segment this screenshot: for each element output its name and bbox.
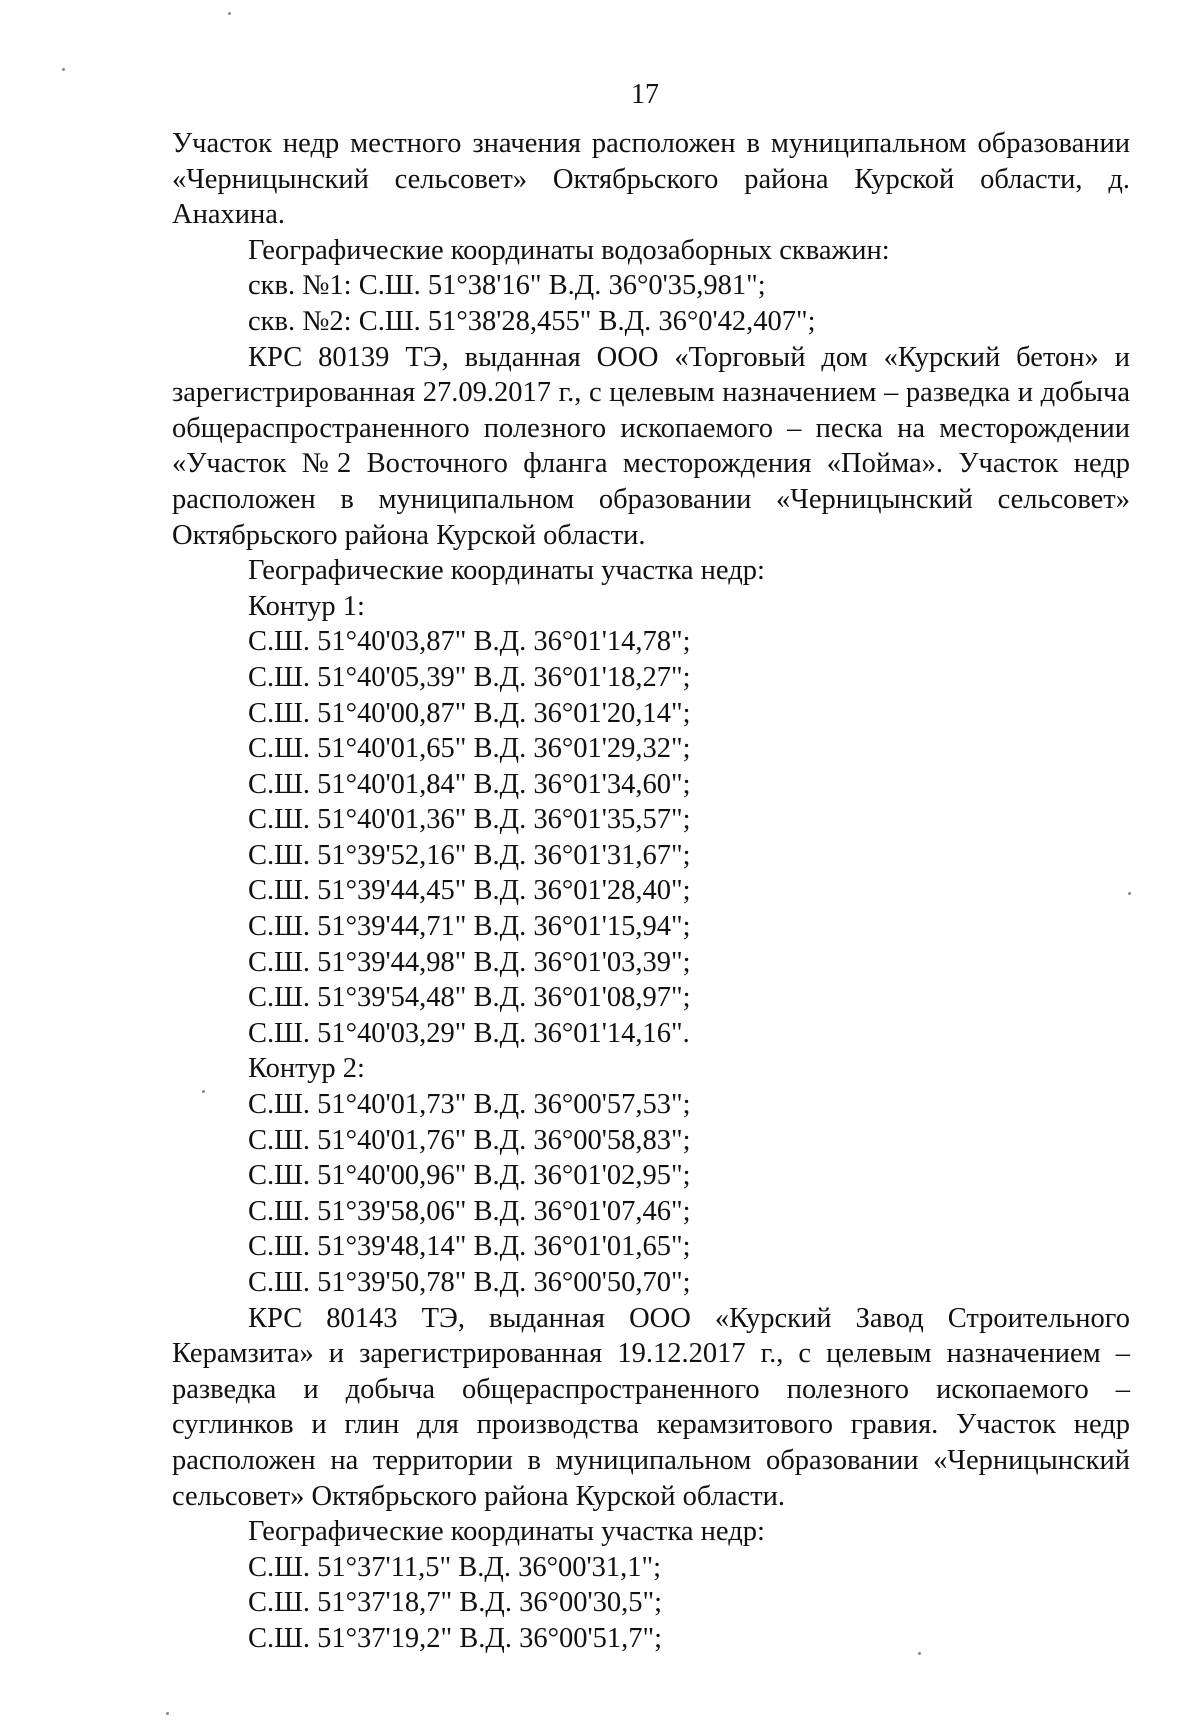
scan-speck — [202, 1090, 205, 1093]
coordinate-line: С.Ш. 51°39'44,71" В.Д. 36°01'15,94"; — [248, 911, 691, 943]
coordinate-line: С.Ш. 51°39'48,14" В.Д. 36°01'01,65"; — [248, 1231, 691, 1263]
scan-speck — [62, 68, 65, 71]
contour-2-label: Контур 2: — [248, 1053, 365, 1085]
coordinate-line: С.Ш. 51°39'58,06" В.Д. 36°01'07,46"; — [248, 1195, 691, 1227]
scan-speck — [166, 1712, 169, 1715]
coordinate-line: С.Ш. 51°40'03,87" В.Д. 36°01'14,78"; — [248, 626, 691, 658]
coordinate-line: С.Ш. 51°37'11,5" В.Д. 36°00'31,1"; — [248, 1551, 662, 1583]
coordinate-line: С.Ш. 51°40'01,76" В.Д. 36°00'58,83"; — [248, 1124, 691, 1156]
contour-1-label: Контур 1: — [248, 590, 365, 622]
license-2-paragraph: КРС 80143 ТЭ, выданная ООО «Курский Завод Строительного Керамзита» и зарегистрированная 19.12.2017 г., с целевым назначением – разведка и добыча общераспространенного полезного ископаемого – суглинков и глин для производства керамзитового гравия. Участок недр расположен на территории в муниципальном образовании «Черницынский сельсовет» Октябрьского района Курской области. — [172, 1302, 1130, 1512]
coordinate-line: С.Ш. 51°39'52,16" В.Д. 36°01'31,67"; — [248, 839, 691, 871]
wells-heading: Географические координаты водозаборных скважин: — [248, 234, 890, 266]
coordinate-line: С.Ш. 51°40'03,29" В.Д. 36°01'14,16". — [248, 1017, 690, 1049]
coordinate-line: С.Ш. 51°40'01,36" В.Д. 36°01'35,57"; — [248, 804, 691, 836]
license-2-list — [172, 1550, 1130, 1657]
document-body — [172, 126, 1130, 1657]
wells-list — [172, 268, 1130, 339]
contour-2-list — [172, 1087, 1130, 1301]
coordinate-line: С.Ш. 51°39'50,78" В.Д. 36°00'50,70"; — [248, 1267, 691, 1298]
intro-paragraph: Участок недр местного значения расположен в муниципальном образовании «Черницынский сельсовет» Октябрьского района Курской области, д. Анахина. — [172, 128, 1130, 231]
scan-speck — [1128, 892, 1131, 895]
coordinate-line: С.Ш. 51°40'00,87" В.Д. 36°01'20,14"; — [248, 697, 691, 729]
coordinate-line: С.Ш. 51°40'05,39" В.Д. 36°01'18,27"; — [248, 661, 691, 693]
coordinate-line: С.Ш. 51°40'01,84" В.Д. 36°01'34,60"; — [248, 768, 691, 800]
coordinate-line: С.Ш. 51°37'19,2" В.Д. 36°00'51,7"; — [248, 1622, 663, 1654]
coordinate-line: С.Ш. 51°40'01,65" В.Д. 36°01'29,32"; — [248, 733, 691, 765]
coordinate-line: С.Ш. 51°39'44,45" В.Д. 36°01'28,40"; — [248, 875, 691, 907]
scan-speck — [228, 12, 231, 15]
coordinate-line: С.Ш. 51°40'01,73" В.Д. 36°00'57,53"; — [248, 1089, 691, 1121]
coordinate-line: С.Ш. 51°39'54,48" В.Д. 36°01'08,97"; — [248, 982, 691, 1014]
coordinate-line: С.Ш. 51°39'44,98" В.Д. 36°01'03,39"; — [248, 946, 691, 978]
contour-1-list — [172, 624, 1130, 1051]
coordinate-line: С.Ш. 51°37'18,7" В.Д. 36°00'30,5"; — [248, 1587, 663, 1619]
well-coordinate: скв. №1: С.Ш. 51°38'16" В.Д. 36°0'35,981"; — [248, 270, 766, 302]
well-coordinate: скв. №2: С.Ш. 51°38'28,455" В.Д. 36°0'42,407"; — [248, 305, 816, 337]
scan-speck — [918, 1652, 921, 1655]
page-number: 17 — [631, 79, 659, 110]
license-1-coords-heading: Географические координаты участка недр: — [248, 555, 765, 587]
coordinate-line: С.Ш. 51°40'00,96" В.Д. 36°01'02,95"; — [248, 1160, 691, 1192]
license-2-coords-heading: Географические координаты участка недр: — [248, 1516, 765, 1548]
license-1-paragraph: КРС 80139 ТЭ, выданная ООО «Торговый дом «Курский бетон» и зарегистрированная 27.09.2017 г., с целевым назначением – разведка и добыча общераспространенного полезного ископаемого – песка на месторождении «Участок №2 Восточного фланга месторождения «Пойма». Участок недр расположен в муниципальном образовании «Черницынский сельсовет» Октябрьского района Курской области. — [172, 341, 1130, 551]
